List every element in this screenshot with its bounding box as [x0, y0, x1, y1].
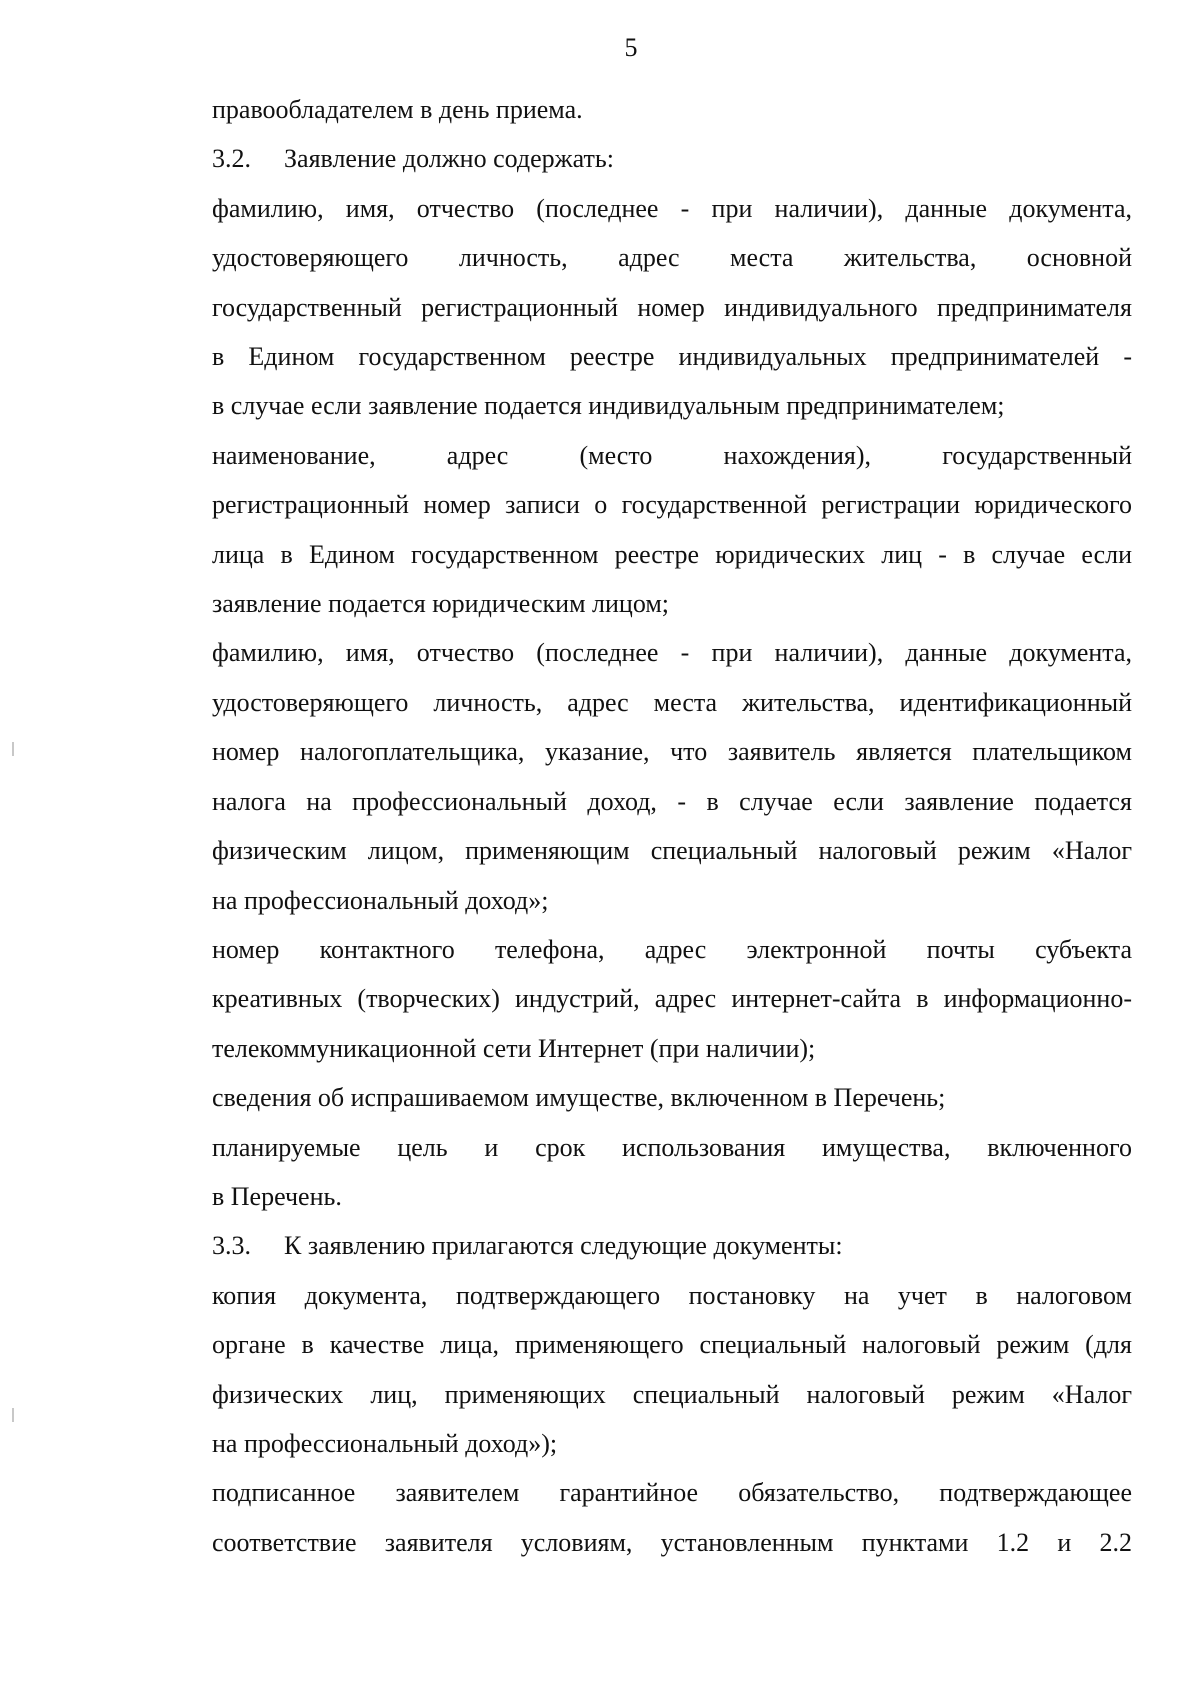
paragraph	[141, 1073, 1132, 1122]
text-line: номер контактного телефона, адрес электронной почты субъекта	[212, 934, 1132, 964]
text-line: сведения об испрашиваемом имуществе, включенном в Перечень;	[212, 1083, 946, 1113]
text-line: удостоверяющего личность, адрес места жительства, основной	[212, 243, 1132, 273]
text-line: в Едином государственном реестре индивидуальных предпринимателей -	[212, 342, 1132, 372]
text-line: подписанное заявителем гарантийное обязательство, подтверждающее	[212, 1478, 1132, 1508]
clause-number: 3.2.	[212, 144, 251, 174]
paragraph	[141, 925, 1132, 1073]
numbered-clause	[141, 134, 1132, 183]
text-line: правообладателем в день приема.	[212, 95, 583, 124]
text-line: планируемые цель и срок использования имущества, включенного	[212, 1132, 1132, 1162]
text-line: копия документа, подтверждающего постановку на учет в налоговом	[212, 1280, 1132, 1310]
text-line: в Перечень.	[212, 1181, 342, 1211]
text-line: налога на профессиональный доход, - в случае если заявление подается	[212, 786, 1132, 816]
text-line: фамилию, имя, отчество (последнее - при наличии), данные документа,	[212, 193, 1132, 223]
text-line: лица в Едином государственном реестре юридических лиц - в случае если	[212, 539, 1132, 569]
paragraph	[141, 431, 1132, 629]
text-line: органе в качестве лица, применяющего специальный налоговый режим (для	[212, 1330, 1132, 1360]
text-line: на профессиональный доход»);	[212, 1428, 558, 1458]
text-line: креативных (творческих) индустрий, адрес интернет-сайта в информационно-	[212, 984, 1132, 1014]
paragraph	[141, 628, 1132, 924]
paragraph	[141, 1123, 1132, 1222]
text-line: физическим лицом, применяющим специальный налоговый режим «Налог	[212, 836, 1132, 866]
document-body	[141, 85, 1132, 1567]
scan-artifact-mark	[12, 742, 14, 756]
scan-artifact-mark	[12, 1408, 14, 1422]
text-line: государственный регистрационный номер индивидуального предпринимателя	[212, 292, 1132, 322]
clause-heading: К заявлению прилагаются следующие документы:	[284, 1231, 843, 1261]
text-line: удостоверяющего личность, адрес места жительства, идентификационный	[212, 687, 1132, 717]
paragraph	[141, 85, 1132, 134]
text-line: заявление подается юридическим лицом;	[212, 589, 670, 619]
text-line: номер налогоплательщика, указание, что заявитель является плательщиком	[212, 737, 1132, 767]
clause-heading: Заявление должно содержать:	[284, 144, 614, 174]
text-line	[141, 134, 1132, 183]
text-line: в случае если заявление подается индивидуальным предпринимателем;	[212, 391, 1005, 421]
text-line: соответствие заявителя условиям, установленным пунктами 1.2 и 2.2	[212, 1527, 1132, 1557]
numbered-clause	[141, 1221, 1132, 1270]
text-line: на профессиональный доход»;	[212, 885, 549, 915]
text-line: наименование, адрес (место нахождения), государственный	[212, 440, 1132, 470]
page-number: 5	[624, 33, 638, 62]
text-line: физических лиц, применяющих специальный налоговый режим «Налог	[212, 1379, 1132, 1409]
text-line	[141, 1221, 1132, 1270]
clause-number: 3.3.	[212, 1231, 251, 1261]
paragraph	[141, 1468, 1132, 1567]
text-line: регистрационный номер записи о государственной регистрации юридического	[212, 490, 1132, 520]
text-line: телекоммуникационной сети Интернет (при наличии);	[212, 1033, 816, 1063]
paragraph	[141, 1271, 1132, 1469]
paragraph	[141, 184, 1132, 431]
text-line: фамилию, имя, отчество (последнее - при наличии), данные документа,	[212, 638, 1132, 668]
